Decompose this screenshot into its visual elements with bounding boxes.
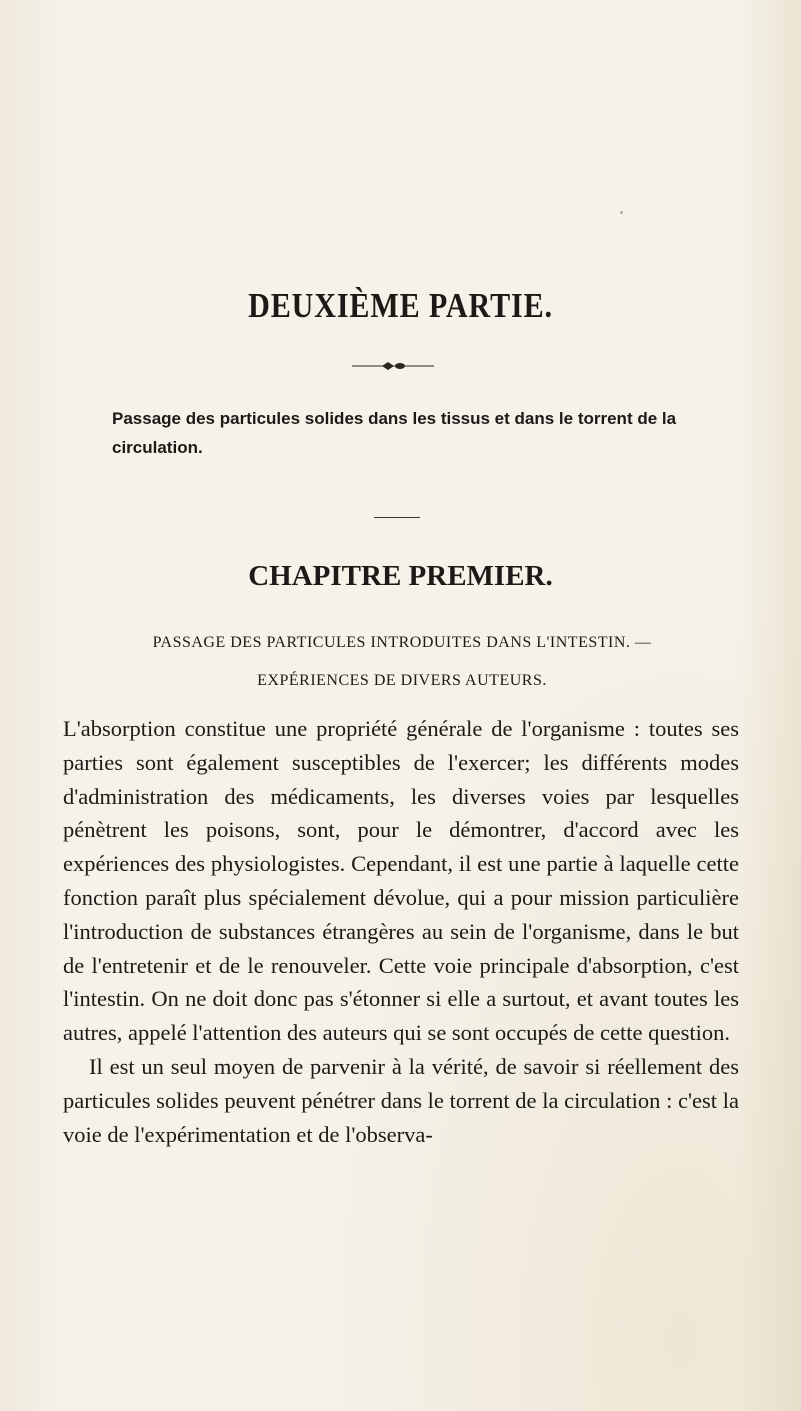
body-text	[63, 712, 739, 1151]
paper-speck	[620, 211, 623, 214]
chapter-title: CHAPITRE PREMIER.	[248, 560, 553, 592]
paragraph-1: L'absorption constitue une propriété générale de l'organisme : toutes ses parties sont également susceptibles de l'exercer; les différents modes d'administration des médicaments, les diverses voies par lesquelles pénètrent les poisons, sont, pour le démontrer, d'accord avec les expériences des physiologistes. Cependant, il est une partie à laquelle cette fonction paraît plus spécialement dévolue, qui a pour mission particulière l'introduction de substances étrangères au sein de l'organisme, dans le but de l'entretenir et de le renouveler. Cette voie principale d'absorption, c'est l'intestin. On ne doit donc pas s'étonner si elle a surtout, et avant toutes les autres, appelé l'attention des auteurs qui se sont occupés de cette question.	[63, 716, 739, 1046]
paragraph-2: Il est un seul moyen de parvenir à la vérité, de savoir si réellement des particules solides peuvent pénétrer dans le torrent de la circulation : c'est la voie de l'expérimentation et de l'observa-	[63, 1053, 739, 1147]
chapter-subtitle	[70, 624, 734, 700]
chapter-subtitle-line-2: EXPÉRIENCES DE DIVERS AUTEURS.	[257, 672, 547, 689]
part-title: DEUXIÈME PARTIE.	[248, 286, 553, 325]
part-subtitle: Passage des particules solides dans les tissus et dans le torrent de la circulation.	[112, 409, 677, 457]
ornament-divider-icon	[352, 360, 434, 372]
chapter-subtitle-line-1: PASSAGE DES PARTICULES INTRODUITES DANS L'INTESTIN. —	[152, 634, 652, 651]
section-rule	[374, 517, 420, 518]
